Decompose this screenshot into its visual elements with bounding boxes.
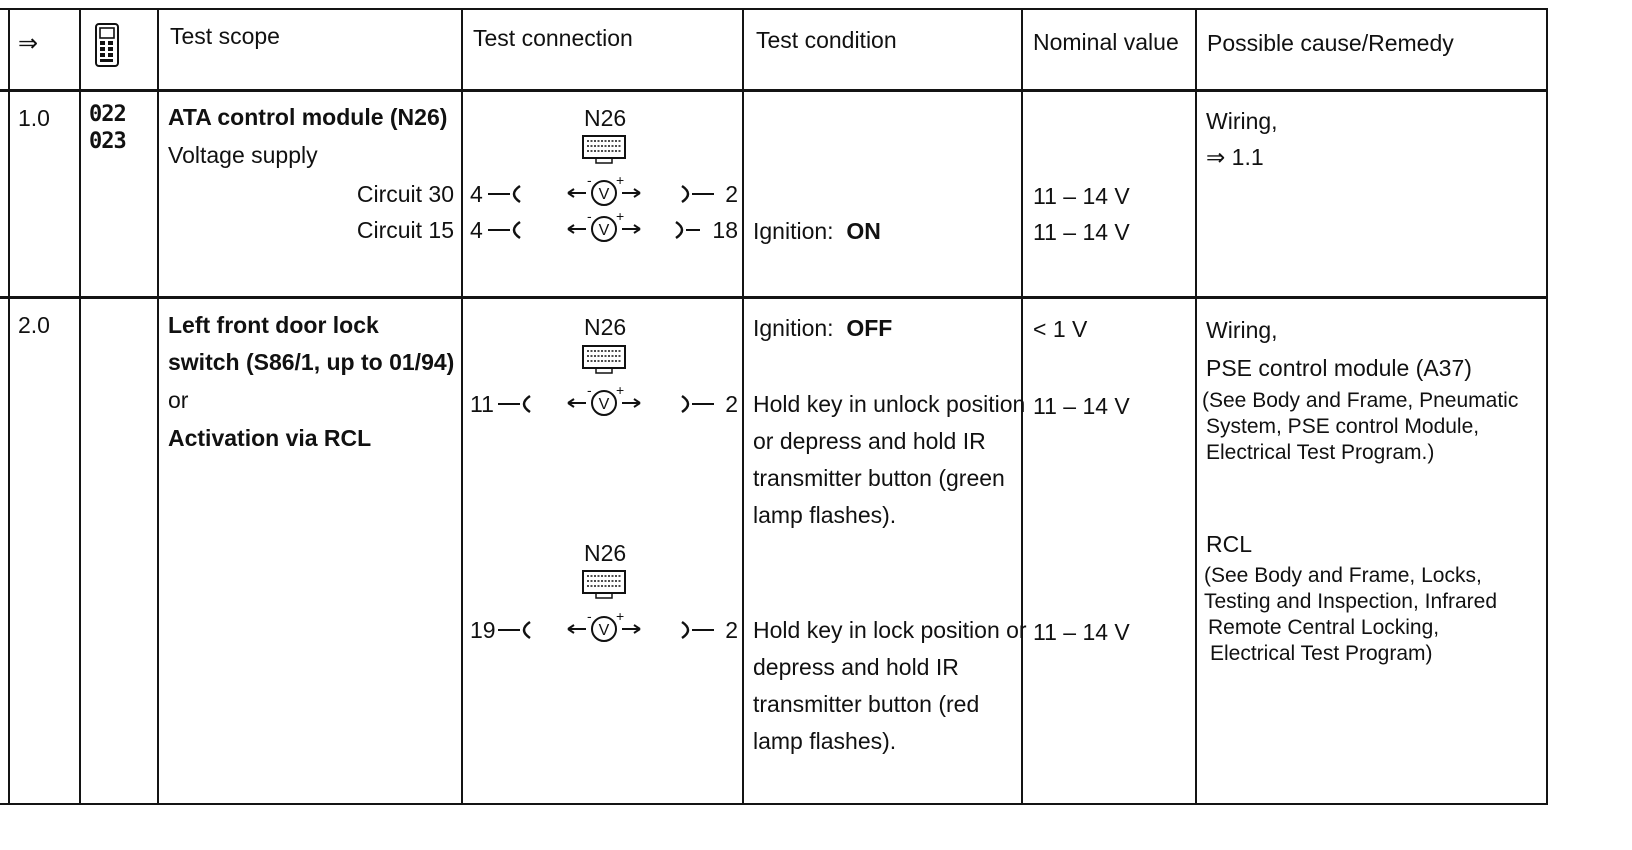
probe-left-icon [488, 219, 524, 246]
row2-nominal-3: 11 – 14 V [1033, 619, 1130, 645]
row2-nominal-2: 11 – 14 V [1033, 393, 1130, 419]
row2-cause-a-3: (See Body and Frame, Pneumatic [1202, 389, 1519, 412]
probe-left-icon [498, 393, 534, 420]
header-test-condition: Test condition [756, 27, 897, 53]
table-left-border [8, 8, 10, 805]
row2-scope-2: switch (S86/1, up to 01/94) [168, 349, 455, 375]
voltmeter-icon [566, 176, 642, 213]
row1-bottom-border [0, 296, 1548, 299]
col-divider-2 [157, 8, 159, 805]
row1-cause-1: Wiring, [1206, 108, 1278, 134]
row1-nominal-1: 11 – 14 V [1033, 183, 1130, 209]
probe-right-icon [680, 393, 714, 420]
row1-circuit-30: Circuit 30 [356, 181, 454, 207]
svg-text:V: V [598, 396, 610, 413]
row1-conn2-left-pin: 4 [470, 217, 483, 243]
row2-cause-a-4: System, PSE control Module, [1206, 415, 1480, 438]
svg-text:-: - [587, 612, 592, 624]
row2-cause-b-5: Electrical Test Program) [1210, 642, 1433, 665]
row1-scope-title: ATA control module (N26) [168, 104, 448, 130]
svg-text:-: - [587, 212, 592, 224]
voltmeter-icon [566, 386, 642, 423]
row1-condition-value: ON [846, 218, 881, 244]
row1-step: 1.0 [18, 105, 50, 131]
row2-condition-lock-3: transmitter button (red [753, 691, 980, 717]
row2-conn-a-right-pin: 2 [725, 391, 738, 417]
row2-conn-b-left-pin: 19 [470, 617, 496, 643]
row1-nominal-2: 11 – 14 V [1033, 219, 1130, 245]
svg-text:-: - [587, 386, 592, 398]
svg-text:V: V [598, 622, 610, 639]
row2-condition-off [753, 314, 892, 342]
row1-cause-2: ⇒ 1.1 [1206, 144, 1264, 170]
row1-conn1-left-pin: 4 [470, 181, 483, 207]
probe-left-icon [488, 183, 524, 210]
row2-cause-b-1: RCL [1206, 531, 1253, 557]
row2-cause-b-3: Testing and Inspection, Infrared [1204, 590, 1498, 613]
voltmeter-icon [566, 212, 642, 249]
header-test-connection: Test connection [473, 25, 633, 51]
col-divider-4 [742, 8, 744, 805]
hand-tester-icon [94, 22, 120, 73]
header-test-scope: Test scope [170, 23, 280, 49]
row2-cause-b-2: (See Body and Frame, Locks, [1204, 564, 1482, 587]
row1-code-2: 023 [89, 129, 126, 154]
row2-step: 2.0 [18, 312, 50, 338]
row2-cause-a-5: Electrical Test Program.) [1206, 441, 1435, 464]
row1-conn1-right-pin: 2 [725, 181, 738, 207]
row1-scope-sub: Voltage supply [168, 142, 318, 168]
row2-condition-lock-4: lamp flashes). [753, 728, 897, 754]
row1-conn2-right-pin: 18 [712, 217, 738, 243]
connector-icon [582, 135, 626, 170]
row2-scope-1: Left front door lock [168, 312, 379, 338]
svg-text:+: + [616, 612, 625, 624]
svg-text:+: + [616, 212, 625, 224]
header-possible-cause: Possible cause/Remedy [1207, 30, 1454, 56]
table-top-border [0, 8, 1548, 10]
row2-condition-lock-1: Hold key in lock position or [753, 617, 1027, 643]
row1-condition [753, 217, 881, 245]
row2-conn-a-left-pin: 11 [470, 391, 494, 417]
row2-cause-a-2: PSE control module (A37) [1206, 355, 1472, 381]
row2-condition-unlock-1: Hold key in unlock position [753, 391, 1026, 417]
row1-circuit-15: Circuit 15 [356, 217, 454, 243]
header-nominal-value: Nominal value [1033, 29, 1179, 55]
header-bottom-border [0, 89, 1548, 92]
header-arrow: ⇒ [18, 30, 39, 57]
svg-text:V: V [598, 186, 610, 203]
col-divider-1 [79, 8, 81, 805]
row2-conn-b-right-pin: 2 [725, 617, 738, 643]
row1-condition-label: Ignition: [753, 218, 834, 244]
table-right-border [1546, 8, 1548, 805]
row2-condition-lock-2: depress and hold IR [753, 654, 959, 680]
voltmeter-icon [566, 612, 642, 649]
row2-condition-unlock-3: transmitter button (green [753, 465, 1005, 491]
row2-condition-off-label: Ignition: [753, 315, 834, 341]
connector-icon [582, 345, 626, 380]
col-divider-3 [461, 8, 463, 805]
row2-connector-b-label: N26 [584, 540, 627, 566]
probe-left-icon [498, 619, 534, 646]
connector-icon [582, 570, 626, 605]
row1-code-1: 022 [89, 102, 126, 127]
svg-text:+: + [616, 386, 625, 398]
probe-right-icon [680, 183, 714, 210]
table-bottom-border [0, 803, 1548, 805]
row2-condition-off-value: OFF [846, 315, 893, 341]
row2-connector-a-label: N26 [584, 314, 627, 340]
row2-nominal-1: < 1 V [1033, 316, 1088, 342]
row2-scope-3: or [168, 387, 189, 413]
svg-text:V: V [598, 222, 610, 239]
col-divider-6 [1195, 8, 1197, 805]
row2-condition-unlock-4: lamp flashes). [753, 502, 897, 528]
row2-condition-unlock-2: or depress and hold IR [753, 428, 986, 454]
probe-right-icon [674, 219, 708, 246]
row1-connector-label: N26 [584, 105, 627, 131]
svg-text:-: - [587, 176, 592, 188]
probe-right-icon [680, 619, 714, 646]
svg-text:+: + [616, 176, 625, 188]
row2-cause-a-1: Wiring, [1206, 317, 1278, 343]
row2-scope-4: Activation via RCL [168, 425, 372, 451]
row2-cause-b-4: Remote Central Locking, [1208, 616, 1440, 639]
